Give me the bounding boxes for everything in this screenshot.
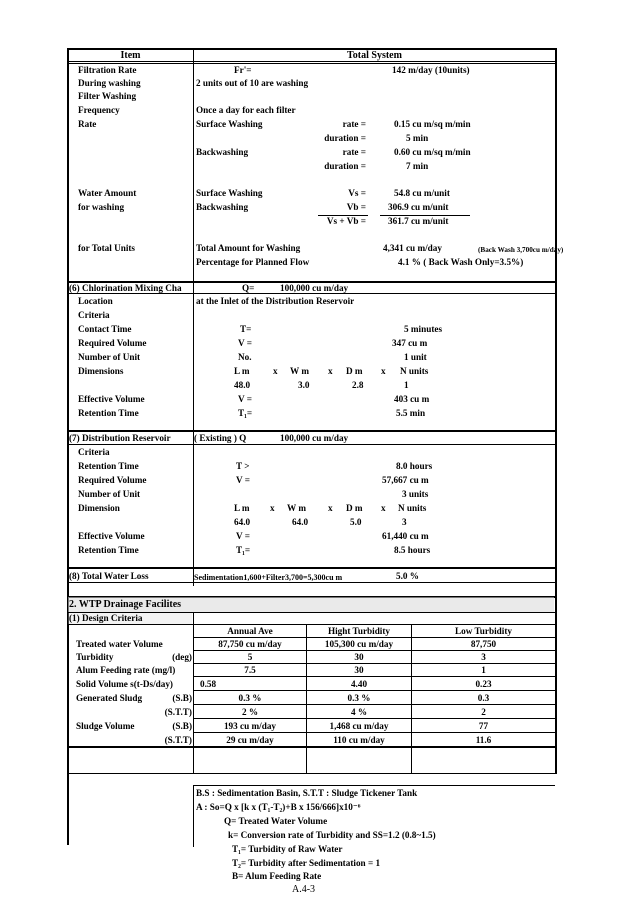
surface-washing-label: Surface Washing bbox=[196, 119, 263, 129]
drainage-cell: 105,300 cu m/day bbox=[324, 639, 394, 649]
reservoir-q-value: 100,000 cu m/day bbox=[280, 433, 349, 443]
wa-surface-label: Surface Washing bbox=[196, 188, 263, 198]
chl-retention-sym: T₁= bbox=[238, 408, 253, 418]
bw-duration-label: duration = bbox=[324, 161, 366, 171]
drainage-table-bottom bbox=[67, 746, 556, 748]
row4-bottom bbox=[193, 690, 555, 691]
drainage-cell: 4 % bbox=[350, 707, 368, 717]
header-divider bbox=[67, 61, 556, 62]
notes-left-divider bbox=[193, 785, 194, 847]
location-label: Location bbox=[78, 296, 113, 306]
sw-rate-label: rate = bbox=[342, 119, 366, 129]
total-units-label: for Total Units bbox=[78, 243, 136, 253]
res-dim-lm: L m bbox=[234, 503, 250, 513]
notes-top bbox=[193, 785, 555, 786]
drainage-cell: 0.3 % bbox=[238, 693, 262, 703]
chlorination-q-label: Q= bbox=[242, 283, 255, 293]
filtration-rate-formula: Fr'= bbox=[234, 65, 252, 75]
col-high-turbidity: Hight Turbidity bbox=[327, 626, 391, 636]
table-left-border bbox=[67, 48, 69, 845]
reservoir-title: (7) Distribution Reservoir bbox=[69, 433, 171, 443]
reservoir-existing: ( Existing ) Q bbox=[194, 433, 247, 443]
contact-time-sym: T= bbox=[240, 324, 252, 334]
sw-duration-value: 5 min bbox=[406, 133, 429, 143]
drainage-row-label: Solid Volume s(t-Ds/day) bbox=[76, 679, 173, 689]
chl-dim-x3: x bbox=[381, 366, 386, 376]
res-dimension-label: Dimension bbox=[78, 503, 120, 513]
res-dim-x3: x bbox=[381, 503, 386, 513]
chl-dim-dm: D m bbox=[346, 366, 363, 376]
res-retention2-value: 8.5 hours bbox=[394, 545, 431, 555]
chl-retention-value: 5.5 min bbox=[396, 408, 426, 418]
frequency-label: Frequency bbox=[78, 105, 120, 115]
for-washing-label: for washing bbox=[78, 202, 125, 212]
drainage-cell: 77 bbox=[478, 721, 489, 731]
wa-sum-value: 361.7 cu m/unit bbox=[388, 216, 449, 226]
filtration-rate-label: Filtration Rate bbox=[78, 65, 137, 75]
drainage-cell: 29 cu m/day bbox=[226, 735, 274, 745]
wa-vb-value: 306.9 cu m/unit bbox=[388, 202, 449, 212]
during-washing-label: During washing bbox=[78, 78, 141, 88]
wa-back-label: Backwashing bbox=[196, 202, 249, 212]
header-divider-double bbox=[67, 63, 556, 64]
drainage-row-sub: (S.B) bbox=[172, 721, 192, 731]
design-criteria-title: (1) Design Criteria bbox=[69, 613, 143, 623]
percentage-value: 4.1 % ( Back Wash Only=3.5%) bbox=[398, 257, 524, 267]
drainage-row-sub: (S.T.T) bbox=[164, 707, 192, 717]
chlorination-q-value: 100,000 cu m/day bbox=[280, 283, 349, 293]
res-dim-wm: W m bbox=[287, 503, 306, 513]
chl-dim-wm: W m bbox=[290, 366, 309, 376]
chl-dim-w-val: 3.0 bbox=[298, 380, 310, 390]
chl-required-label: Required Volume bbox=[78, 338, 147, 348]
total-amount-note: (Back Wash 3,700cu m/day) bbox=[478, 246, 564, 254]
wa-vb-label: Vb = bbox=[346, 202, 366, 212]
res-retention2-sym: T₁= bbox=[236, 545, 251, 555]
drainage-row-label: Generated Sludg bbox=[76, 693, 143, 703]
chl-dim-l-val: 48.0 bbox=[234, 380, 251, 390]
blank-row-bottom bbox=[67, 773, 556, 774]
row6-bottom bbox=[193, 718, 555, 719]
drainage-cell: 1,468 cu m/day bbox=[329, 721, 389, 731]
water-amount-label: Water Amount bbox=[78, 188, 137, 198]
chl-dim-x1: x bbox=[273, 366, 278, 376]
chl-effective-label: Effective Volume bbox=[78, 394, 145, 404]
col-divider-1b bbox=[306, 746, 307, 773]
design-criteria-bottom bbox=[67, 624, 556, 625]
res-required-label: Required Volume bbox=[78, 475, 147, 485]
wa-vs-label: Vs = bbox=[348, 188, 366, 198]
drainage-cell: 87,750 cu m/day bbox=[218, 639, 282, 649]
page-number: A.4-3 bbox=[292, 884, 316, 895]
drainage-row-label: Turbidity bbox=[76, 652, 114, 662]
drainage-row-label: Sludge Volume bbox=[76, 721, 135, 731]
backwashing-label: Backwashing bbox=[196, 147, 249, 157]
chl-dimensions-label: Dimensions bbox=[78, 366, 124, 376]
section8-top bbox=[67, 567, 556, 569]
note-line-1: B.S : Sedimentation Basin, S.T.T : Sludge Tickener Tank bbox=[196, 788, 418, 798]
drainage-section-title: 2. WTP Drainage Facilites bbox=[69, 599, 182, 610]
drainage-cell: 4.40 bbox=[350, 679, 368, 689]
res-dim-x1: x bbox=[270, 503, 275, 513]
filtration-rate-value: 142 m/day (10units) bbox=[392, 65, 470, 75]
drainage-cell: 3 bbox=[481, 652, 486, 662]
res-dim-x2: x bbox=[328, 503, 333, 513]
res-retention-value: 8.0 hours bbox=[396, 461, 433, 471]
drainage-cell: 110 cu m/day bbox=[333, 735, 385, 745]
col-low-turbidity: Low Turbidity bbox=[455, 626, 512, 636]
res-dim-d-val: 5.0 bbox=[350, 517, 362, 527]
note-line-5: T₁= Turbidity of Raw Water bbox=[232, 844, 343, 854]
wa-vs-value: 54.8 cu m/unit bbox=[394, 188, 450, 198]
bw-duration-value: 7 min bbox=[406, 161, 429, 171]
res-criteria-label: Criteria bbox=[78, 447, 110, 457]
drainage-row-sub: (S.T.T) bbox=[164, 735, 192, 745]
section7-top bbox=[67, 430, 556, 432]
chl-number-label: Number of Unit bbox=[78, 352, 141, 362]
drainage-cell: 87,750 bbox=[470, 639, 497, 649]
water-loss-title: (8) Total Water Loss bbox=[69, 571, 149, 581]
drainage-cell: 7.5 bbox=[244, 665, 256, 675]
drainage-cell: 2 % bbox=[241, 707, 259, 717]
drainage-cell: 193 cu m/day bbox=[223, 721, 277, 731]
header-system: Total System bbox=[347, 50, 402, 61]
rate-label: Rate bbox=[78, 119, 97, 129]
note-line-2: A : So=Q x [k x (T₁-T₂)+B x 156/666]x10⁻⁶ bbox=[196, 802, 361, 812]
drainage-cell: 0.3 bbox=[477, 693, 490, 703]
chl-retention-label: Retention Time bbox=[78, 408, 139, 418]
water-loss-value: 5.0 % bbox=[396, 571, 419, 581]
drainage-cell: 0.23 bbox=[475, 679, 492, 689]
note-line-4: k= Conversion rate of Turbidity and SS=1.2 (0.8~1.5) bbox=[228, 830, 436, 840]
total-amount-label: Total Amount for Washing bbox=[196, 243, 301, 253]
res-dim-dm: D m bbox=[346, 503, 363, 513]
note-line-6: T₂= Turbidity after Sedimentation = 1 bbox=[232, 858, 381, 868]
drainage-row-label: Alum Feeding rate (mg/l) bbox=[76, 665, 176, 675]
sw-duration-label: duration = bbox=[324, 133, 366, 143]
chl-effective-sym: V = bbox=[238, 394, 253, 404]
drainage-cell: 0.58 bbox=[200, 679, 217, 689]
wa-sum-label: Vs + Vb = bbox=[326, 216, 366, 226]
res-effective-label: Effective Volume bbox=[78, 531, 145, 541]
total-amount-value: 4,341 cu m/day bbox=[383, 243, 442, 253]
drainage-row-label: Treated water Volume bbox=[76, 639, 163, 649]
row3-bottom bbox=[193, 676, 555, 677]
percentage-label: Percentage for Planned Flow bbox=[196, 257, 310, 267]
item-column-divider bbox=[193, 48, 194, 586]
contact-time-label: Contact Time bbox=[78, 324, 132, 334]
header-item: Item bbox=[120, 50, 141, 61]
drainage-cell: 5 bbox=[247, 652, 253, 662]
chl-dim-x2: x bbox=[328, 366, 333, 376]
drainage-row-sub: (S.B) bbox=[172, 693, 192, 703]
res-effective-value: 61,440 cu m bbox=[382, 531, 429, 541]
res-retention-sym: T > bbox=[236, 461, 250, 471]
res-retention2-label: Retention Time bbox=[78, 545, 139, 555]
note-line-7: B= Alum Feeding Rate bbox=[232, 871, 322, 881]
location-value: at the Inlet of the Distribution Reservoir bbox=[196, 296, 355, 306]
chl-number-sym: No. bbox=[238, 352, 252, 362]
chl-dim-lm: L m bbox=[234, 366, 250, 376]
chl-dim-n-val: 1 bbox=[404, 380, 409, 390]
drainage-cell: 30 bbox=[354, 665, 364, 675]
res-number-value: 3 units bbox=[402, 489, 429, 499]
chl-effective-value: 403 cu m bbox=[394, 394, 430, 404]
chlorination-title: (6) Chlorination Mixing Cha bbox=[69, 283, 182, 293]
table-right-border bbox=[555, 48, 557, 774]
water-loss-detail: Sedimentation1,600+Filter3,700=5,300cu m bbox=[194, 573, 343, 582]
res-dim-n: N units bbox=[398, 503, 427, 513]
drainage-cell: 0.3 % bbox=[347, 693, 371, 703]
bw-rate-value: 0.60 cu m/sq m/min bbox=[394, 147, 471, 157]
res-dim-l-val: 64.0 bbox=[234, 517, 251, 527]
note-line-3: Q= Treated Water Volume bbox=[224, 816, 328, 826]
drainage-cell: 1 bbox=[481, 665, 486, 675]
drainage-cell: 30 bbox=[354, 652, 364, 662]
res-retention-label: Retention Time bbox=[78, 461, 139, 471]
drainage-cell: 2 bbox=[481, 707, 486, 717]
col-annual-ave: Annual Ave bbox=[227, 626, 273, 636]
chl-criteria-label: Criteria bbox=[78, 310, 110, 320]
frequency-value: Once a day for each filter bbox=[196, 105, 296, 115]
row2-bottom bbox=[193, 663, 555, 664]
chl-number-value: 1 unit bbox=[404, 352, 427, 362]
columns-header-bottom bbox=[193, 637, 555, 638]
section7-header-bottom bbox=[67, 444, 556, 445]
res-required-value: 57,667 cu m bbox=[382, 475, 429, 485]
res-required-sym: V = bbox=[236, 475, 251, 485]
chl-required-sym: V = bbox=[238, 338, 253, 348]
chl-dim-d-val: 2.8 bbox=[352, 380, 364, 390]
row1-bottom bbox=[193, 650, 555, 651]
res-effective-sym: V = bbox=[236, 531, 251, 541]
res-dim-w-val: 64.0 bbox=[292, 517, 309, 527]
bw-rate-label: rate = bbox=[342, 147, 366, 157]
sw-rate-value: 0.15 cu m/sq m/min bbox=[394, 119, 471, 129]
drainage-row-sub: (deg) bbox=[172, 652, 192, 662]
res-number-label: Number of Unit bbox=[78, 489, 141, 499]
res-dim-n-val: 3 bbox=[402, 517, 407, 527]
row7-bottom bbox=[193, 732, 555, 733]
filter-washing-label: Filter Washing bbox=[78, 91, 137, 101]
chl-required-value: 347 cu m bbox=[392, 338, 428, 348]
chl-dim-n: N units bbox=[400, 366, 429, 376]
drainage-cell: 11.6 bbox=[475, 735, 492, 745]
contact-time-value: 5 minutes bbox=[404, 324, 443, 334]
during-washing-value: 2 units out of 10 are washing bbox=[196, 78, 309, 88]
col-divider-2b bbox=[411, 746, 412, 773]
row5-bottom bbox=[193, 704, 555, 705]
